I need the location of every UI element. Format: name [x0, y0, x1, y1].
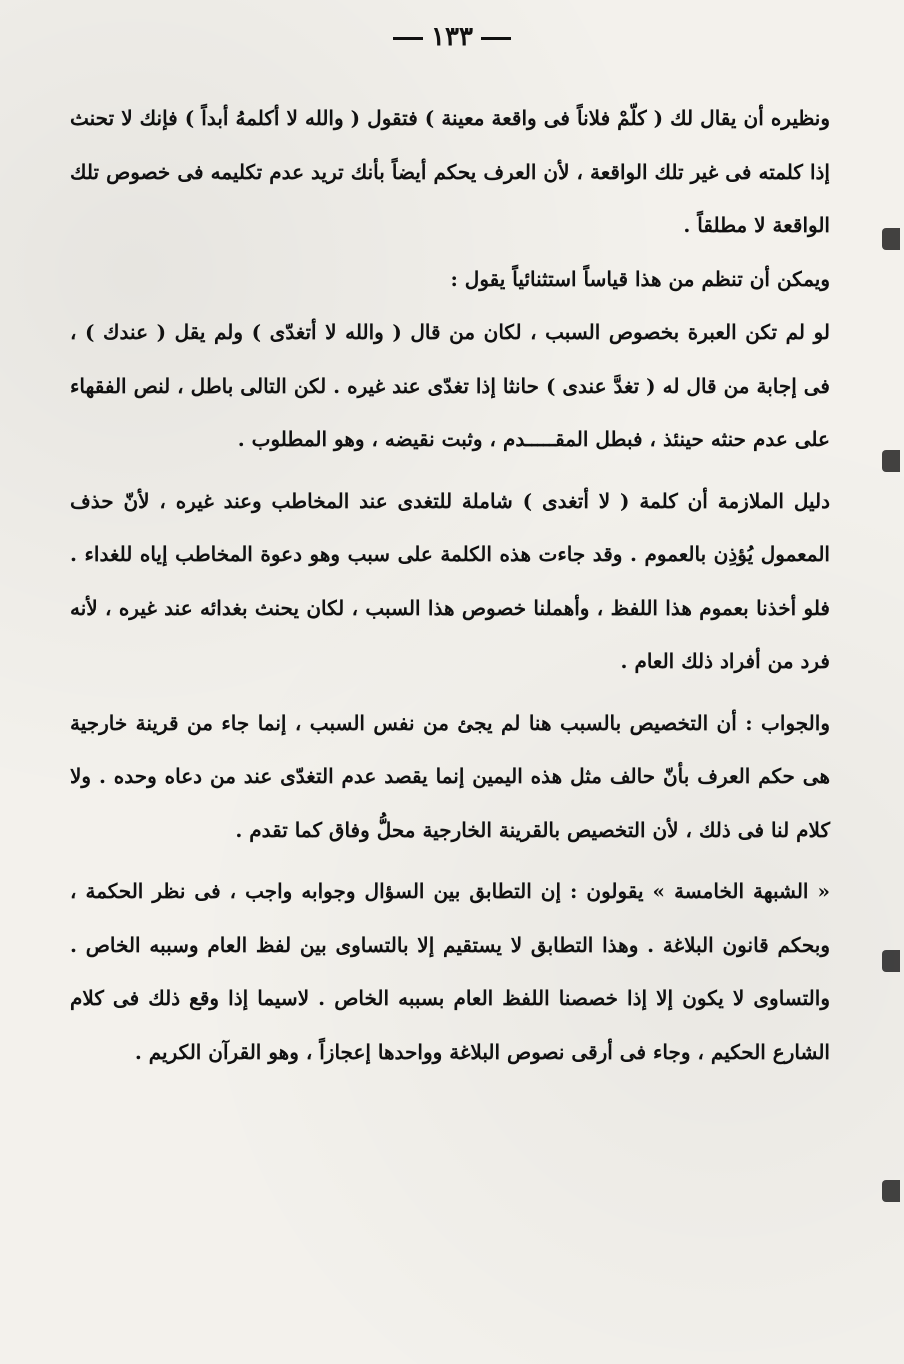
- body-text: [70, 92, 830, 1079]
- paragraph-4: دليل الملازمة أن كلمة ( لا أتغدى ) شاملة للتغدى عند المخاطب وعند غيره ، لأنّ حذف المعمول يُؤذِن بالعموم . وقد جاءت هذه الكلمة على سبب وهو دعوة المخاطب إياه للغداء . فلو أخذنا بعموم هذا اللفظ ، وأهملنا خصوص هذا السبب ، لكان يحنث بغدائه عند غيره ، لأنه فرد من أفراد ذلك العام .: [70, 488, 830, 673]
- paragraph-2: ويمكن أن تنظم من هذا قياساً استثنائياً يقول :: [450, 266, 830, 291]
- paragraph-6: « الشبهة الخامسة » يقولون : إن التطابق بين السؤال وجوابه واجب ، فى نظر الحكمة ، وبحكم قانون البلاغة . وهذا التطابق لا يستقيم إلا بالتساوى بين لفظ العام وسببه الخاص . والتساوى لا يكون إلا إذا خصصنا اللفظ العام بسببه الخاص . لاسيما إذا وقع ذلك فى كلام الشارع الحكيم ، وجاء فى أرقى نصوص البلاغة وواحدها إعجازاً ، وهو القرآن الكريم .: [70, 879, 830, 1064]
- page-number: [0, 22, 904, 52]
- paragraph-3: لو لم تكن العبرة بخصوص السبب ، لكان من قال ( والله لا أتغدّى ) ولم يقل ( عندك ) ، فى إجابة من قال له ( تغدَّ عندى ) حانثا إذا تغدّى عند غيره . لكن التالى باطل ، لنص الفقهاء على عدم حنثه حينئذ ، فبطل المقـــــدم ، وثبت نقيضه ، وهو المطلوب .: [70, 320, 830, 451]
- scan-edge-mark: [882, 228, 900, 250]
- paragraph-5: والجواب : أن التخصيص بالسبب هنا لم يجئ من نفس السبب ، إنما جاء من قرينة خارجية هى حكم العرف بأنّ حالف مثل هذه اليمين إنما يقصد عدم التغدّى عند من دعاه وحده . ولا كلام لنا فى ذلك ، لأن التخصيص بالقرينة الخارجية محلُّ وفاق كما تقدم .: [70, 710, 830, 842]
- scan-edge-mark: [882, 950, 900, 972]
- scan-edge-mark: [882, 1180, 900, 1202]
- page-number-dash-right: [481, 37, 511, 40]
- page-number-value: ١٣٣: [431, 22, 473, 52]
- page-number-dash-left: [393, 37, 423, 40]
- scan-edge-mark: [882, 450, 900, 472]
- paragraph-1: ونظيره أن يقال لك ( كلّمْ فلاناً فى واقعة معينة ) فتقول ( والله لا أكلمهُ أبداً ) فإنك لا تحنث إذا كلمته فى غير تلك الواقعة ، لأن العرف يحكم أيضاً بأنك تريد عدم تكليمه فى خصوص تلك الواقعة لا مطلقاً .: [70, 106, 830, 237]
